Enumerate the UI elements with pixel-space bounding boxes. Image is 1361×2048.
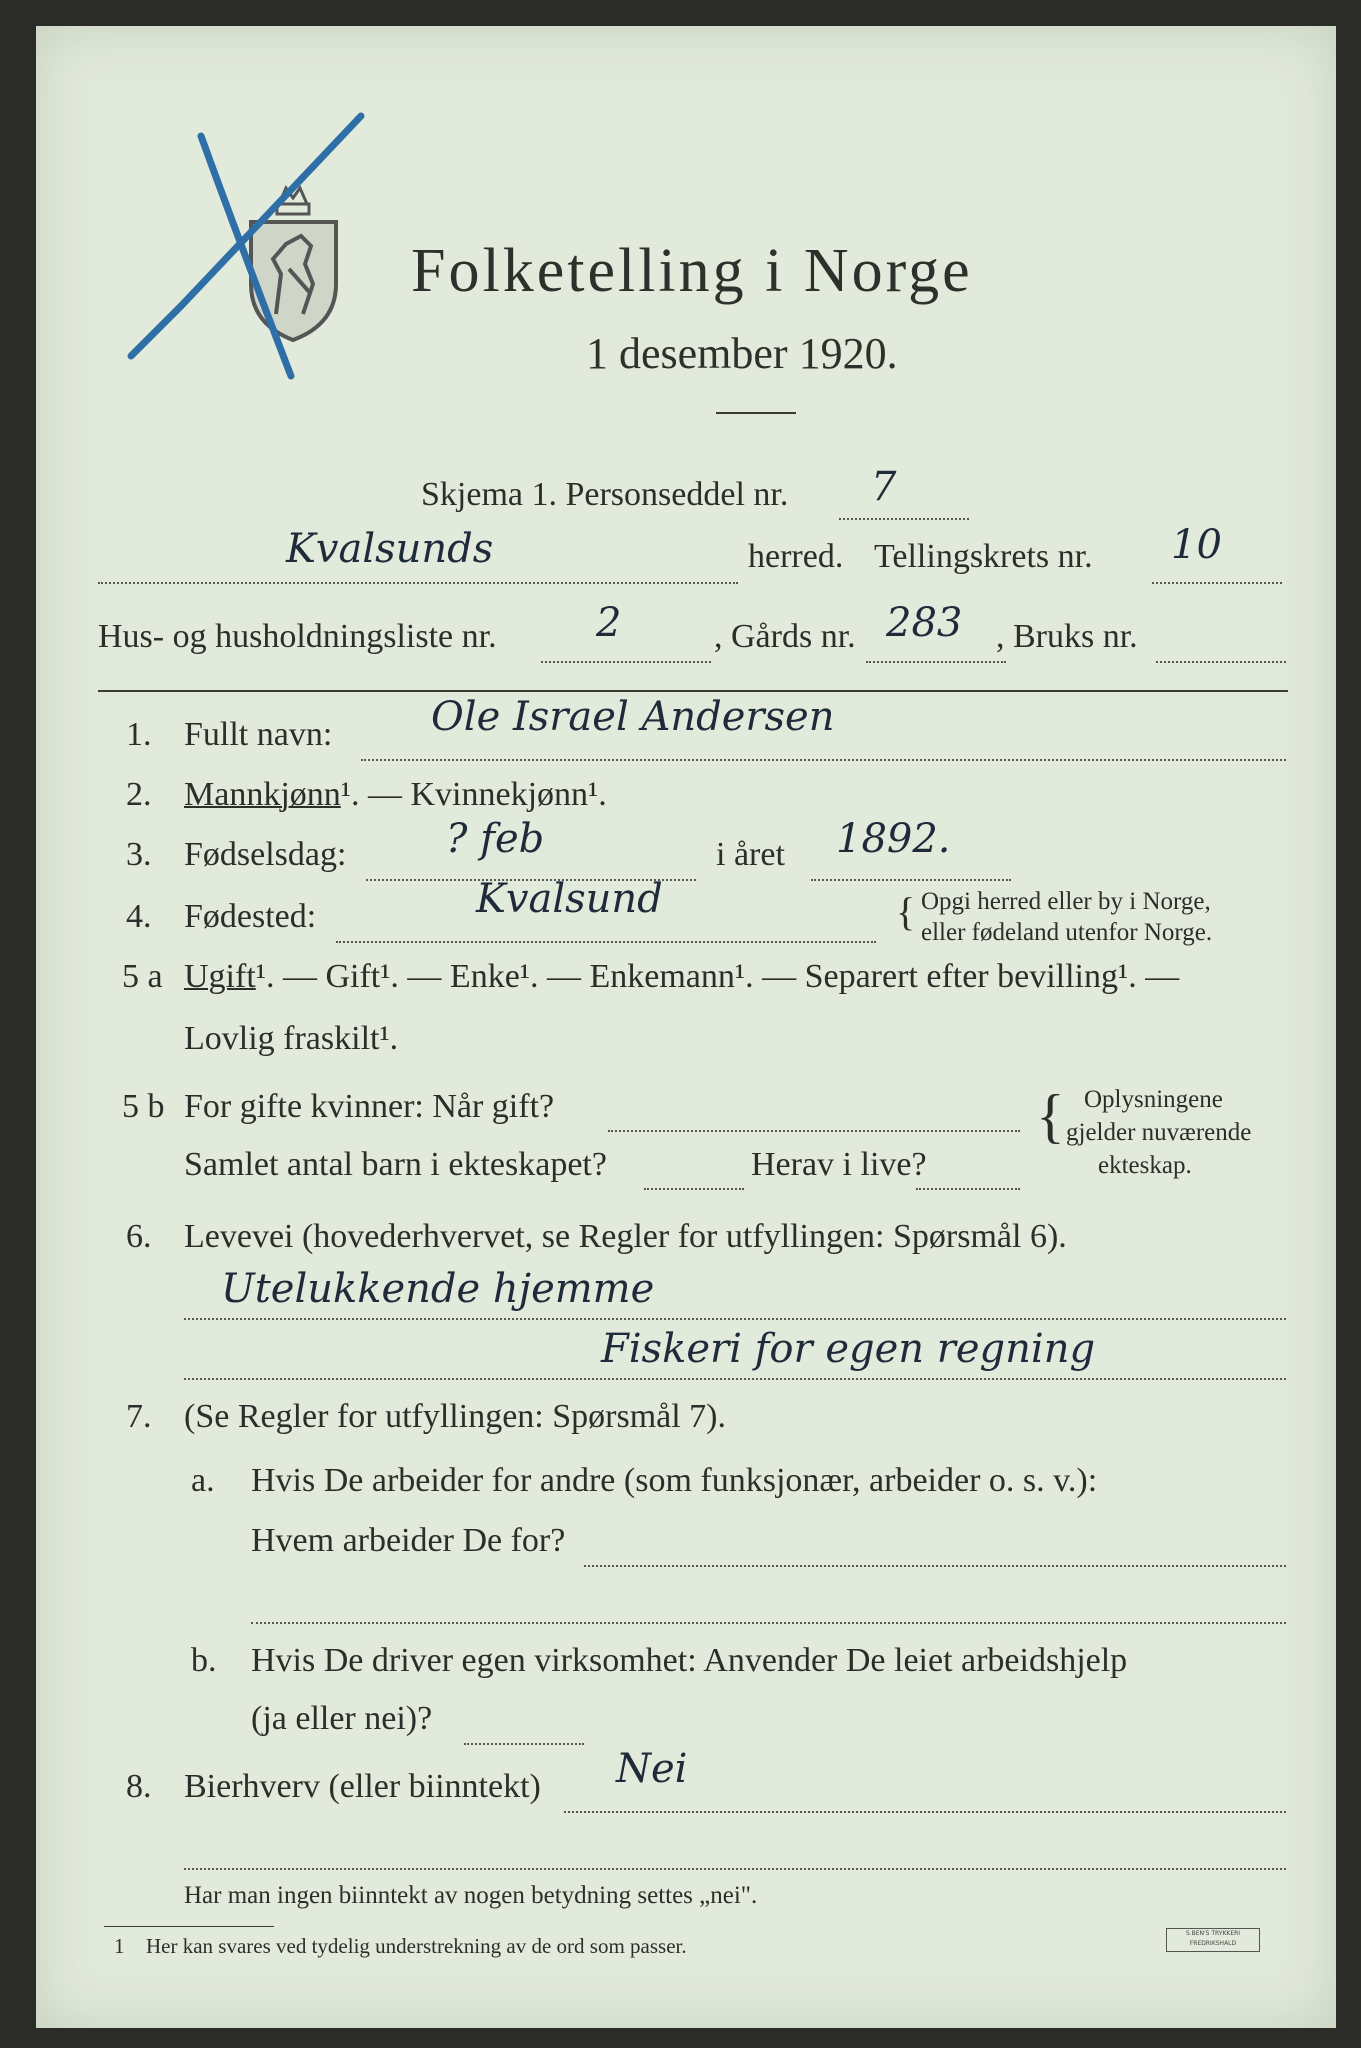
- tellingskrets-line: [1152, 582, 1282, 584]
- q5b-label-1: For gifte kvinner: Når gift?: [184, 1088, 555, 1125]
- birthplace-note-1: Opgi herred eller by i Norge,: [921, 888, 1211, 915]
- q6-number: 6.: [126, 1218, 152, 1255]
- q5b-note-3: ekteskap.: [1098, 1152, 1192, 1179]
- household-value[interactable]: 2: [596, 600, 622, 646]
- q3-label: Fødselsdag:: [184, 836, 347, 873]
- gender-options: [184, 776, 607, 814]
- gender-separator: ¹. —: [340, 776, 411, 813]
- side-income-value[interactable]: Nei: [616, 1746, 688, 1792]
- q1-number: 1.: [126, 716, 152, 753]
- q2-number: 2.: [126, 776, 152, 813]
- marital-other-options[interactable]: ¹. — Gift¹. — Enke¹. — Enkemann¹. — Separert efter bevilling¹. —: [255, 958, 1180, 995]
- q5b-note-1: Oplysningene: [1084, 1086, 1223, 1113]
- birthplace-value[interactable]: Kvalsund: [476, 876, 663, 922]
- q7b-label: Hvis De driver egen virksomhet: Anvender De leiet arbeidshjelp: [251, 1642, 1128, 1679]
- footnote-number: 1: [114, 1934, 125, 1958]
- side-income-line: [564, 1811, 1286, 1813]
- schema-label: Skjema 1. Personseddel nr.: [421, 476, 789, 513]
- q7-number: 7.: [126, 1398, 152, 1435]
- q7a-label: Hvis De arbeider for andre (som funksjonær, arbeider o. s. v.):: [251, 1462, 1098, 1499]
- marital-options: [184, 958, 1179, 996]
- herred-value[interactable]: Kvalsunds: [286, 526, 494, 572]
- employer-line: [584, 1565, 1286, 1567]
- q7b-label-2: (ja eller nei)?: [251, 1700, 433, 1737]
- q5b-brace: {: [1036, 1083, 1065, 1149]
- q6-label: Levevei (hovederhvervet, se Regler for utfyllingen: Spørsmål 6).: [184, 1218, 1067, 1255]
- birthplace-brace: {: [896, 889, 916, 934]
- footer-note: Har man ingen biinntekt av nogen betydning settes „nei".: [184, 1882, 758, 1909]
- printer-stamp: S.BEN'S TRYKKERI FREDRIKSHALD: [1166, 1928, 1260, 1952]
- footnote-text: Her kan svares ved tydelig understrekning av de ord som passer.: [146, 1934, 687, 1958]
- q5a-number: 5 a: [122, 958, 163, 995]
- household-line: [541, 661, 711, 663]
- tellingskrets-value[interactable]: 10: [1171, 522, 1222, 568]
- q3-number: 3.: [126, 836, 152, 873]
- lovlig-fraskilt-option[interactable]: Lovlig fraskilt¹.: [184, 1020, 399, 1057]
- q5b-number: 5 b: [122, 1088, 165, 1125]
- header-divider: [98, 690, 1288, 692]
- birthday-value[interactable]: ? feb: [446, 816, 545, 862]
- tellingskrets-label: Tellingskrets nr.: [874, 538, 1093, 575]
- q5b-label-3: Herav i live?: [751, 1146, 927, 1183]
- q1-line: [361, 759, 1286, 761]
- form-title: Folketelling i Norge: [411, 237, 973, 305]
- q8-number: 8.: [126, 1768, 152, 1805]
- birth-year-value[interactable]: 1892.: [836, 816, 951, 862]
- birthplace-line: [336, 941, 876, 943]
- q7b-number: b.: [191, 1642, 217, 1679]
- birthplace-note-2: eller fødeland utenfor Norge.: [921, 919, 1213, 946]
- children-line: [644, 1188, 744, 1190]
- gender-end: ¹.: [588, 776, 607, 813]
- female-option[interactable]: Kvinnekjønn: [410, 776, 589, 813]
- employer-line-2: [251, 1622, 1286, 1624]
- schema-number-value[interactable]: 7: [871, 464, 897, 510]
- year-label: i året: [716, 836, 785, 873]
- bruks-line: [1156, 661, 1286, 663]
- gards-value[interactable]: 283: [886, 600, 963, 646]
- male-option[interactable]: Mannkjønn: [184, 776, 341, 813]
- schema-number-line: [839, 518, 969, 520]
- q5b-note-2: gjelder nuværende: [1066, 1119, 1252, 1146]
- ugift-option[interactable]: Ugift: [184, 958, 256, 995]
- full-name-value[interactable]: Ole Israel Andersen: [431, 694, 835, 740]
- bruks-label: , Bruks nr.: [996, 618, 1138, 655]
- title-divider: [716, 412, 796, 414]
- q8-label: Bierhverv (eller biinntekt): [184, 1768, 541, 1805]
- occupation-line-1: [184, 1318, 1286, 1320]
- q7a-label-2: Hvem arbeider De for?: [251, 1522, 566, 1559]
- q7a-number: a.: [191, 1462, 215, 1499]
- gards-label: , Gårds nr.: [714, 618, 856, 655]
- year-line: [811, 879, 1011, 881]
- census-form: [36, 26, 1336, 2028]
- footnote-rule: [104, 1926, 274, 1927]
- occupation-line-2: [184, 1378, 1286, 1380]
- side-income-line-2: [184, 1868, 1286, 1870]
- cross-mark-icon: [121, 96, 421, 396]
- herred-label: herred.: [748, 538, 844, 575]
- hired-help-line: [464, 1743, 584, 1745]
- gards-line: [866, 661, 1006, 663]
- q4-number: 4.: [126, 898, 152, 935]
- household-label: Hus- og husholdningsliste nr.: [98, 618, 497, 655]
- married-date-line: [608, 1130, 1020, 1132]
- occupation-answer-1[interactable]: Utelukkende hjemme: [221, 1266, 655, 1312]
- alive-line: [916, 1188, 1020, 1190]
- q7-label: (Se Regler for utfyllingen: Spørsmål 7).: [184, 1398, 727, 1435]
- q1-label: Fullt navn:: [184, 716, 333, 753]
- herred-line: [98, 582, 738, 584]
- q4-label: Fødested:: [184, 898, 317, 935]
- occupation-answer-2[interactable]: Fiskeri for egen regning: [601, 1326, 1096, 1372]
- census-date: 1 desember 1920.: [586, 329, 898, 378]
- q5b-label-2: Samlet antal barn i ekteskapet?: [184, 1146, 607, 1183]
